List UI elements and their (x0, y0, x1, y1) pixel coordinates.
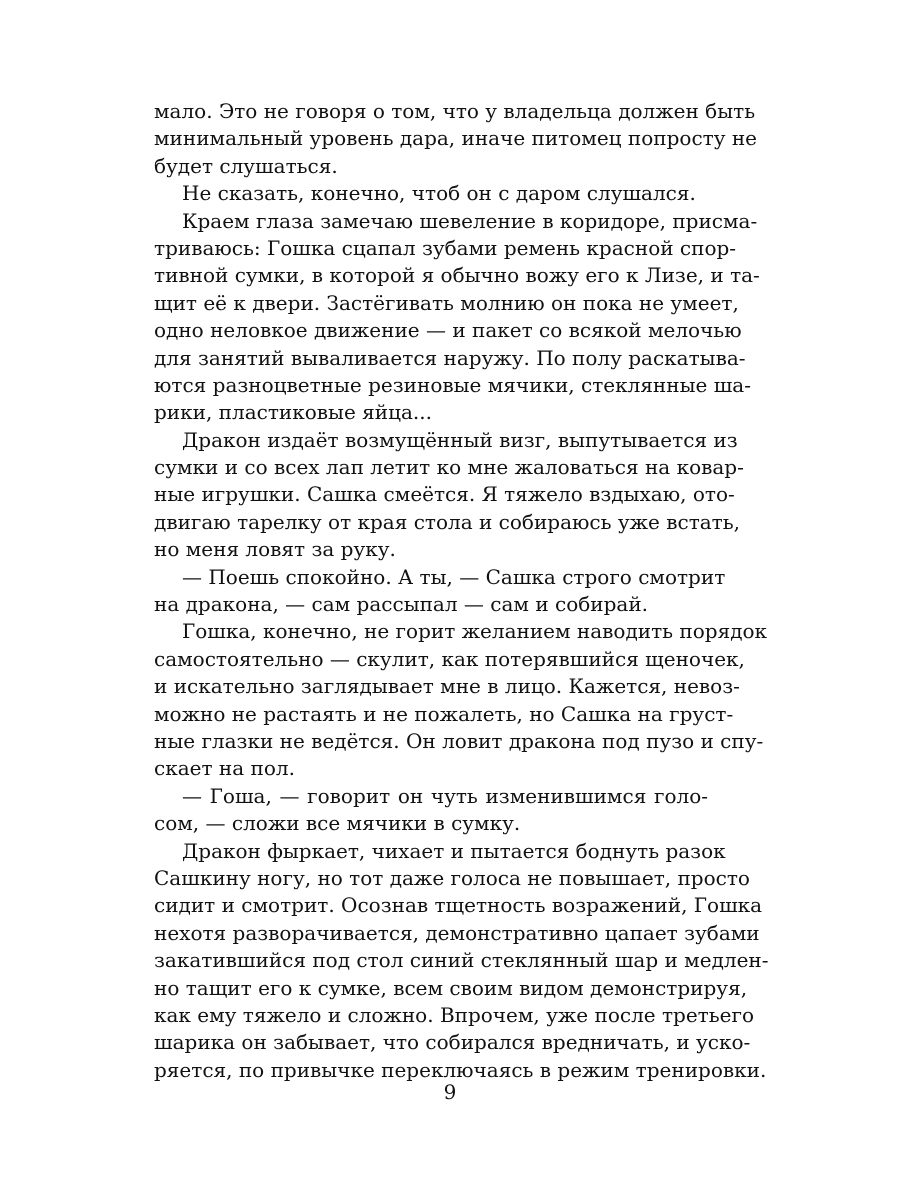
text-line: рики, пластиковые яйца... (154, 400, 432, 425)
text-line: Гошка, конечно, не горит желанием наводить порядок (182, 619, 768, 644)
text-line: сумки и со всех лап летит ко мне жаловаться на ковар- (154, 455, 744, 480)
text-line: ются разноцветные резиновые мячики, стеклянные ша- (154, 372, 751, 397)
text-line: можно не растаять и не пожалеть, но Сашка на груст- (154, 701, 734, 726)
text-line: двигаю тарелку от края стола и собираюсь уже встать, (154, 509, 740, 534)
text-line: но тащит его к сумке, всем своим видом демонстрируя, (154, 975, 748, 1000)
text-line: сидит и смотрит. Осознав тщетность возражений, Гошка (154, 893, 763, 918)
text-line: и искательно заглядывает мне в лицо. Кажется, невоз- (154, 674, 740, 699)
text-line: — Поешь спокойно. А ты, — Сашка строго смотрит (182, 564, 726, 589)
text-line: — Гоша, — говорит он чуть изменившимся голо- (182, 783, 708, 808)
text-line: для занятий вываливается наружу. По полу раскатыва- (154, 345, 746, 370)
text-line: щит её к двери. Застёгивать молнию он пока не умеет, (154, 290, 739, 315)
text-line: сом, — сложи все мячики в сумку. (154, 811, 521, 836)
text-line: минимальный уровень дара, иначе питомец попросту не (154, 126, 757, 151)
text-line: ряется, по привычке переключаясь в режим тренировки. (154, 1057, 767, 1082)
text-line: скает на пол. (154, 756, 295, 781)
text-line: нехотя разворачивается, демонстративно цапает зубами (154, 920, 760, 945)
text-line: Краем глаза замечаю шевеление в коридоре, присма- (182, 208, 758, 233)
text-line: триваюсь: Гошка сцапал зубами ремень красной спор- (154, 235, 737, 260)
text-line: тивной сумки, в которой я обычно вожу его к Лизе, и та- (154, 263, 760, 288)
text-line: шарика он забывает, что собирался вредничать, и уско- (154, 1030, 751, 1055)
text-line: Сашкину ногу, но тот даже голоса не повышает, просто (154, 865, 750, 890)
text-line: Дракон фыркает, чихает и пытается боднуть разок (182, 838, 726, 863)
text-line: Дракон издаёт возмущённый визг, выпутывается из (182, 427, 738, 452)
text-line: Не сказать, конечно, чтоб он с даром слушался. (182, 181, 696, 206)
text-line: ные игрушки. Сашка смеётся. Я тяжело вздыхаю, ото- (154, 482, 735, 507)
text-line: мало. Это не говоря о том, что у владельца должен быть (154, 99, 756, 123)
text-line: как ему тяжело и сложно. Впрочем, уже после третьего (154, 1002, 754, 1027)
text-line: закатившийся под стол синий стеклянный шар и медлен- (154, 948, 769, 973)
text-line: но меня ловят за руку. (154, 537, 396, 562)
text-line: ные глазки не ведётся. Он ловит дракона под пузо и спу- (154, 728, 764, 753)
text-line: будет слушаться. (154, 153, 338, 178)
page-number: 9 (443, 1080, 457, 1104)
body-text (154, 98, 769, 1084)
text-line: одно неловкое движение — и пакет со всякой мелочью (154, 318, 742, 343)
text-line: на дракона, — сам рассыпал — сам и собирай. (154, 592, 649, 617)
text-line: самостоятельно — скулит, как потерявшийся щеночек, (154, 646, 745, 671)
